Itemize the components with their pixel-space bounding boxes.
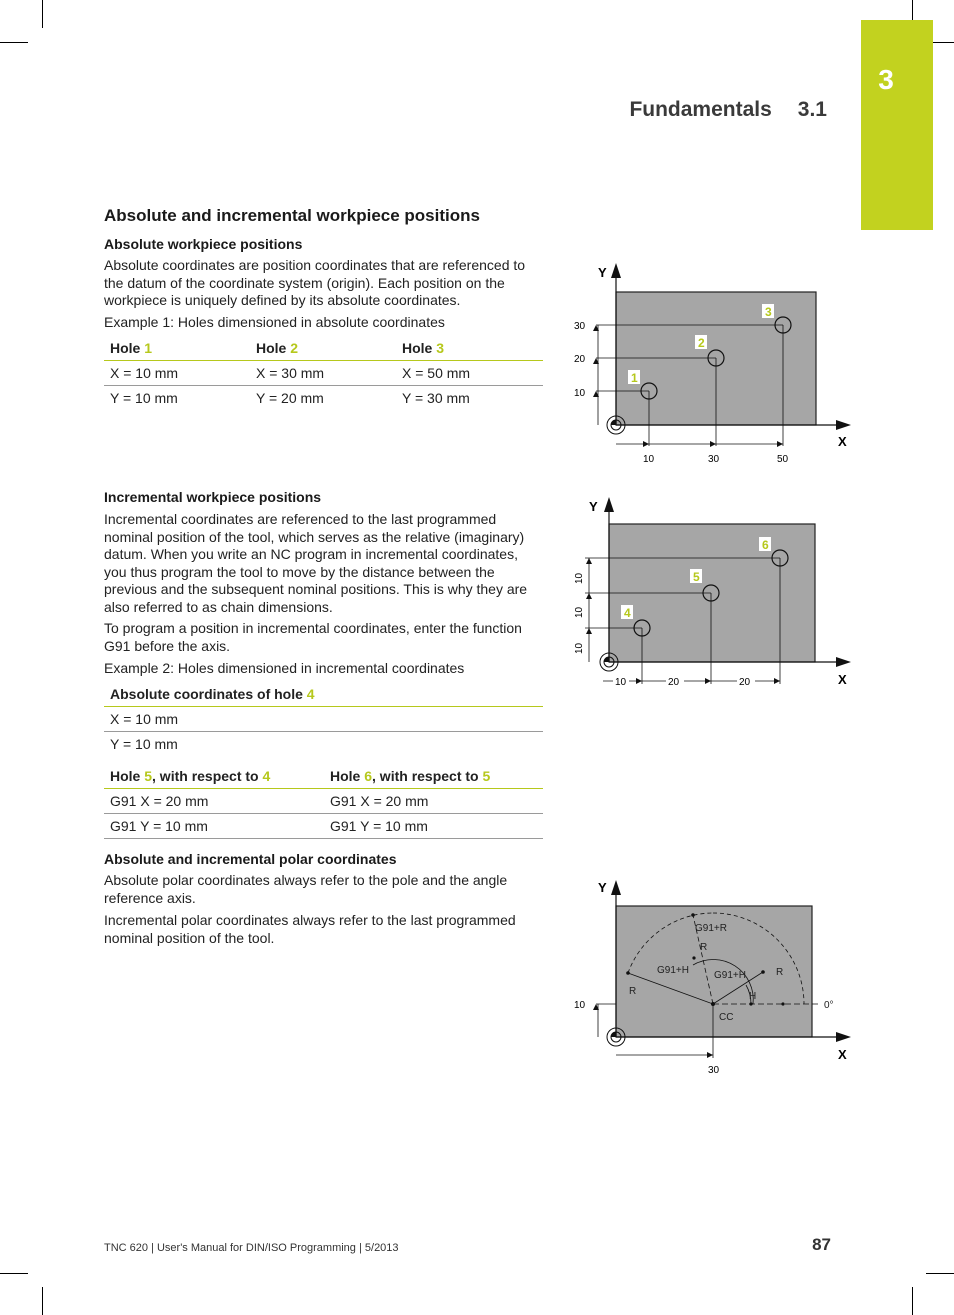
table-header: Hole 5, with respect to 4: [104, 763, 324, 789]
svg-text:2: 2: [698, 336, 705, 350]
table-cell: G91 Y = 10 mm: [104, 814, 324, 839]
polar-label: H: [749, 991, 757, 1002]
table-cell: G91 X = 20 mm: [104, 789, 324, 814]
incremental-coordinates-figure: [560, 490, 860, 695]
y-axis-label: Y: [598, 880, 607, 895]
angle-reference-label: 0°: [824, 1000, 834, 1011]
table-header: Absolute coordinates of hole 4: [104, 681, 543, 707]
absolute-heading: Absolute workpiece positions: [104, 236, 303, 252]
incremental-paragraph-1: Incremental coordinates are referenced to the last programmed nominal position of the tool, which serves as the relative (imaginary) datum. When you write an NC program in incremental coordinates, you thus program the tool to move by the distance between the previous and the subsequent nominal positions. This is why they are also referred to as chain dimensions.: [104, 511, 528, 615]
table-cell: X = 50 mm: [396, 361, 543, 386]
y-axis-arrow: [611, 263, 621, 278]
x-axis-arrow: [836, 420, 851, 430]
table-cell: Y = 10 mm: [110, 736, 178, 752]
table-cell: Y = 10 mm: [110, 390, 178, 406]
y-axis-arrow: [604, 497, 614, 512]
section-number: 3.1: [797, 98, 827, 121]
example1-caption: Example 1: Holes dimensioned in absolute coordinates: [104, 314, 445, 330]
table-header: Hole 3: [396, 335, 543, 361]
y-axis-label: Y: [598, 265, 607, 280]
polar-label: R: [700, 942, 708, 953]
chapter-number: 3: [878, 64, 894, 95]
polar-paragraph-1: Absolute polar coordinates always refer to the pole and the angle reference axis.: [104, 872, 508, 906]
svg-text:6: 6: [762, 538, 769, 552]
incremental-paragraph-2: To program a position in incremental coordinates, enter the function G91 before the axis.: [104, 620, 522, 654]
y-tick-label: 10: [574, 1000, 586, 1011]
y-dim-label: 10: [574, 642, 585, 654]
polar-heading: Absolute and incremental polar coordinates: [104, 851, 397, 867]
table-row: [104, 707, 543, 732]
polar-label: G91+R: [695, 923, 727, 934]
table-cell: G91 Y = 10 mm: [324, 814, 543, 839]
pole-label: CC: [719, 1012, 734, 1023]
svg-text:3: 3: [765, 305, 772, 319]
x-tick-label: 10: [643, 454, 655, 465]
y-tick-label: 20: [574, 354, 586, 365]
table-cell: Y = 30 mm: [402, 390, 470, 406]
page-number: 87: [812, 1235, 831, 1254]
crop-mark: [0, 42, 28, 43]
running-header: [629, 98, 827, 122]
x-dim-label: 20: [739, 677, 751, 688]
svg-text:4: 4: [624, 606, 631, 620]
table-cell: X = 30 mm: [250, 361, 396, 386]
polar-label: R: [629, 986, 637, 997]
crop-mark: [42, 1287, 43, 1315]
polar-label: R: [776, 967, 784, 978]
x-axis-arrow: [836, 1032, 851, 1042]
x-axis-arrow: [836, 657, 851, 667]
table-header: Hole 1: [104, 335, 250, 361]
x-axis-label: X: [838, 434, 847, 449]
absolute-coordinates-figure: [560, 258, 860, 470]
absolute-paragraph: Absolute coordinates are position coordinates that are referenced to the datum of the coordinate system (origin). Each position on the workpiece is uniquely defined by its absolute coordinates.: [104, 257, 526, 308]
y-axis-arrow: [611, 880, 621, 895]
incremental-heading: Incremental workpiece positions: [104, 489, 322, 505]
x-tick-label: 30: [708, 454, 720, 465]
table-row: [104, 361, 543, 386]
x-tick-label: 30: [708, 1065, 720, 1076]
example2-caption: Example 2: Holes dimensioned in incremental coordinates: [104, 660, 465, 676]
hole4-table: [104, 681, 543, 756]
polar-label: G91+H: [657, 965, 689, 976]
y-dim-label: 10: [574, 572, 585, 584]
page-title: Absolute and incremental workpiece positions: [104, 206, 480, 225]
table-header: Hole 2: [250, 335, 396, 361]
table-cell: X = 10 mm: [104, 361, 250, 386]
svg-text:1: 1: [631, 371, 638, 385]
y-axis-label: Y: [589, 499, 598, 514]
polar-paragraph-2: Incremental polar coordinates always refer to the last programmed nominal position of the tool.: [104, 912, 516, 946]
chapter-tab: [861, 20, 933, 230]
crop-mark: [926, 1273, 954, 1274]
x-axis-label: X: [838, 672, 847, 687]
x-axis-label: X: [838, 1047, 847, 1062]
footer-text: TNC 620 | User's Manual for DIN/ISO Programming | 5/2013: [104, 1242, 399, 1254]
table-header: Hole 6, with respect to 5: [324, 763, 543, 789]
table-cell: G91 X = 20 mm: [324, 789, 543, 814]
table-header-row: [104, 335, 543, 361]
table-row: [104, 789, 543, 814]
incremental-holes-table: [104, 763, 543, 839]
crop-mark: [912, 1287, 913, 1315]
svg-text:5: 5: [693, 570, 700, 584]
table-row: [104, 386, 543, 411]
y-tick-label: 30: [574, 321, 586, 332]
table-cell: Y = 20 mm: [256, 390, 324, 406]
table-header-row: [104, 763, 543, 789]
table-cell: X = 10 mm: [104, 707, 543, 732]
y-tick-label: 10: [574, 388, 586, 399]
section-title: Fundamentals: [629, 98, 772, 121]
x-tick-label: 50: [777, 454, 789, 465]
crop-mark: [42, 0, 43, 28]
table-row: [104, 814, 543, 839]
table-header-row: [104, 681, 543, 707]
x-dim-label: 10: [615, 677, 627, 688]
table-row: [104, 732, 543, 757]
polar-label: G91+H: [714, 970, 746, 981]
absolute-holes-table: [104, 335, 543, 410]
polar-coordinates-figure: [560, 875, 860, 1080]
x-dim-label: 20: [668, 677, 680, 688]
y-dim-label: 10: [574, 606, 585, 618]
crop-mark: [0, 1273, 28, 1274]
